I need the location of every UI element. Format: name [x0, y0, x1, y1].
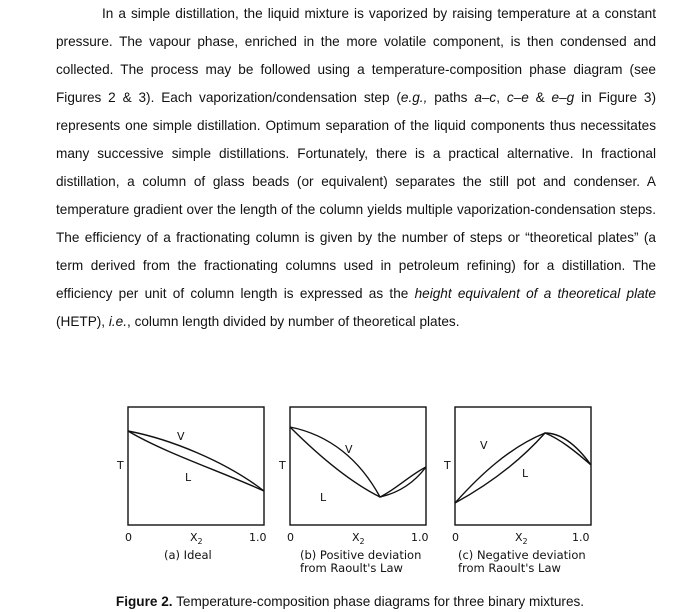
panel-c-caption-line1: (c) Negative deviation	[458, 548, 586, 562]
figure-caption	[0, 594, 700, 609]
panel-a-x-min: 0	[125, 531, 132, 544]
panel-c-frame	[455, 407, 591, 525]
para-text-5: , column length divided by number of theoretical plates.	[127, 314, 460, 329]
para-text-4: (HETP),	[56, 314, 109, 329]
panel-a	[116, 407, 267, 562]
panel-b-liquid-curve	[290, 427, 426, 497]
body-paragraph	[56, 0, 656, 336]
panel-a-liquid-curve	[128, 431, 264, 491]
panel-c-x-max: 1.0	[572, 531, 590, 544]
para-comma: ,	[496, 90, 507, 105]
panel-b-v-label: V	[345, 443, 353, 456]
panel-b-caption-line2: from Raoult's Law	[300, 561, 403, 575]
para-ie: i.e.	[108, 314, 128, 329]
panel-c	[443, 407, 591, 575]
para-text-2: paths	[427, 90, 475, 105]
panel-c-t-label: T	[444, 459, 451, 472]
panel-c-x-min: 0	[452, 531, 459, 544]
panel-a-x-max: 1.0	[249, 531, 267, 544]
para-text-1: In a simple distillation, the liquid mixture is vaporized by raising temperature at a constant pressure. The vapour phase, enriched in the more volatile component, is then condensed and collected. The process may be followed using a temperature-composition phase diagram (see Figures 2 & 3). Each vaporization/condensation step (	[56, 6, 656, 105]
panel-a-frame	[128, 407, 264, 525]
para-amp: &	[528, 90, 552, 105]
path-eg: e–g	[551, 90, 575, 105]
panel-a-l-label: L	[185, 471, 192, 484]
hetp-term: height equivalent of a theoretical plate	[414, 286, 656, 301]
panel-b-x-min: 0	[287, 531, 294, 544]
panel-b-l-label: L	[320, 491, 327, 504]
panel-b-t-label: T	[279, 459, 286, 472]
panel-a-x-label: $X_2$	[190, 531, 203, 546]
panel-b-x-max: 1.0	[411, 531, 429, 544]
figure-2	[0, 395, 700, 585]
panel-b-caption-line1: (b) Positive deviation	[300, 548, 422, 562]
figure-caption-label: Figure 2.	[115, 594, 173, 609]
path-ac: a–c	[474, 90, 497, 105]
phase-diagrams	[0, 395, 700, 585]
panel-c-x-label: $X_2$	[515, 531, 528, 546]
panel-c-l-label: L	[522, 467, 529, 480]
panel-a-t-label: T	[117, 459, 124, 472]
para-eg: e.g.,	[400, 90, 428, 105]
para-text-3: in Figure 3) represents one simple distillation. Optimum separation of the liquid components thus necessitates many successive simple distillations. Fortunately, there is a practical alternative. In fractional distillation, a column of glass beads (or equivalent) separates the still pot and condenser. A temperature gradient over the length of the column yields multiple vaporization-condensation steps. The efficiency of a fractionating column is given by the number of steps or “theoretical plates” (a term derived from the fractionating columns used in petroleum refining) for a distillation. The efficiency per unit of column length is expressed as the	[56, 90, 656, 301]
path-ce: c–e	[506, 90, 529, 105]
panel-c-caption-line2: from Raoult's Law	[458, 561, 561, 575]
panel-a-caption: (a) Ideal	[164, 548, 212, 562]
figure-caption-text: Temperature-composition phase diagrams for three binary mixtures.	[172, 594, 585, 609]
panel-b-x-label: $X_2$	[352, 531, 365, 546]
panel-a-v-label: V	[177, 430, 185, 443]
panel-b	[278, 407, 429, 575]
panel-c-v-label: V	[480, 439, 488, 452]
